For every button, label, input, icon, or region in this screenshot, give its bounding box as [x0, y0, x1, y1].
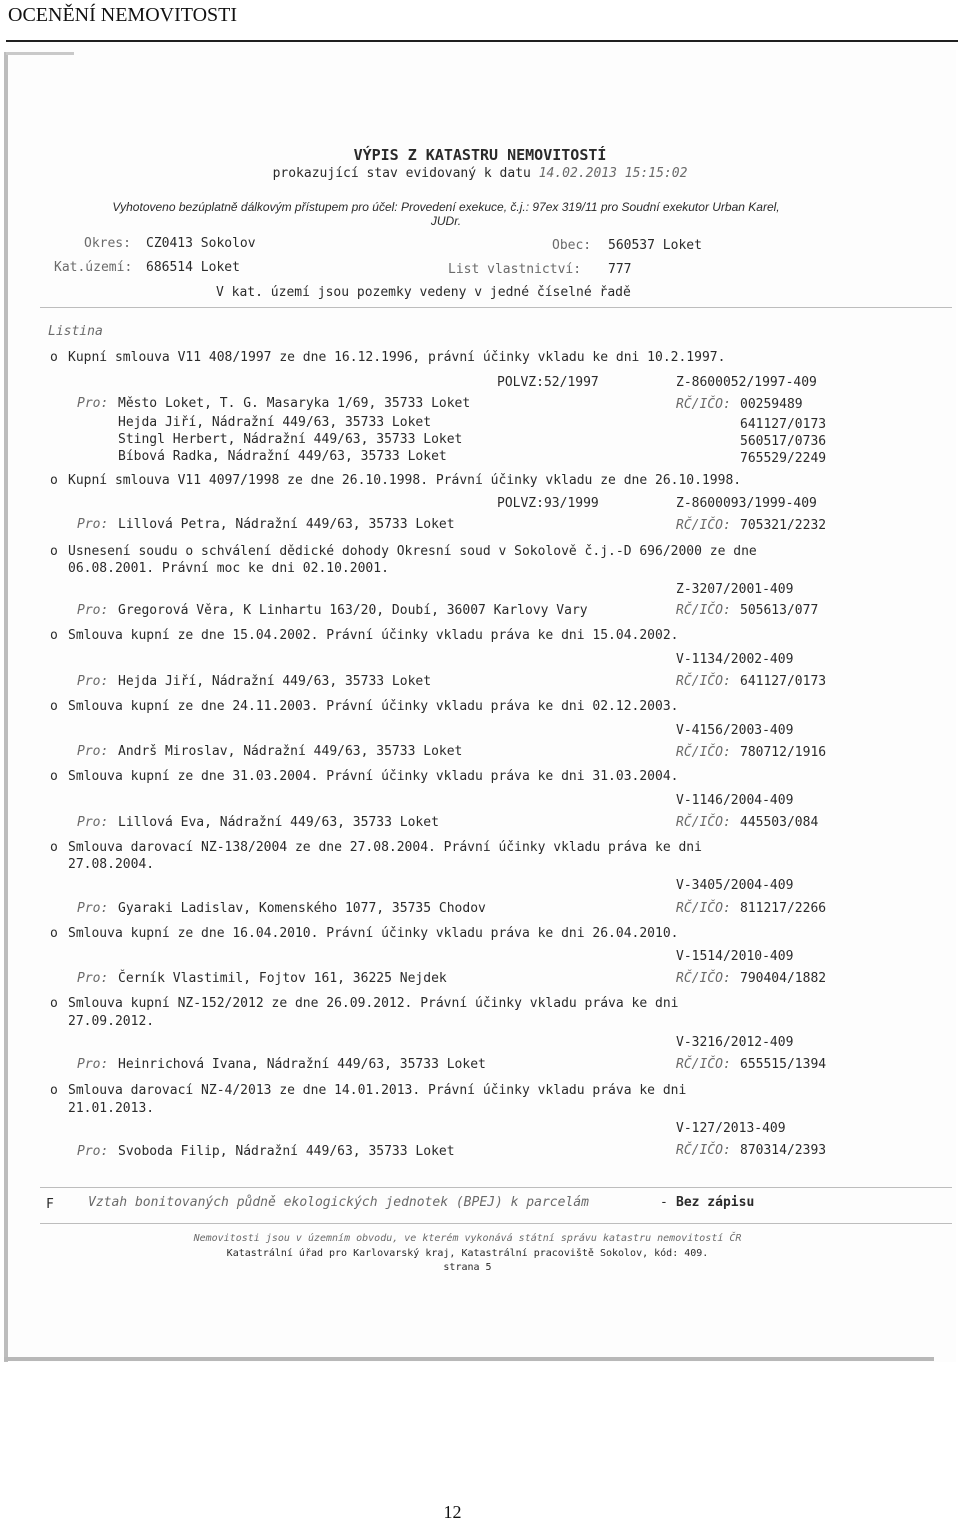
co-owner-rc: 560517/0736 [740, 434, 827, 449]
entry-pro: Gyaraki Ladislav, Komenského 1077, 35735 Chodov [118, 901, 486, 916]
rc-label: RČ/IČO: [676, 745, 731, 760]
footer-line-3: strana 5 [443, 1262, 492, 1273]
entry-text: Smlouva kupní NZ-152/2012 ze dne 26.09.2012. Právní účinky vkladu práva ke dni [68, 996, 679, 1011]
entry-ref: V-3216/2012-409 [676, 1035, 794, 1050]
section-f-text: Vztah bonitovaných půdně ekologických jednotek (BPEJ) k parcelám [88, 1195, 589, 1210]
section-f-rule [40, 1187, 952, 1188]
entry-text: Smlouva kupní ze dne 31.03.2004. Právní účinky vkladu práva ke dni 31.03.2004. [68, 769, 679, 784]
page-header-title: OCENĚNÍ NEMOVITOSTI [8, 4, 238, 26]
entry-ref: Z-8600052/1997-409 [676, 375, 817, 390]
entry-text: Smlouva kupní ze dne 24.11.2003. Právní účinky vkladu práva ke dni 02.12.2003. [68, 699, 679, 714]
listina-heading: Listina [48, 324, 103, 339]
entry-pro: Město Loket, T. G. Masaryka 1/69, 35733 Loket [118, 396, 471, 411]
entry-pro: Heinrichová Ivana, Nádražní 449/63, 35733 Loket [118, 1057, 486, 1072]
co-owner-rc: 765529/2249 [740, 451, 827, 466]
entry-ref: Z-8600093/1999-409 [676, 496, 817, 511]
bullet: o [50, 628, 58, 643]
entry-pro: Andrš Miroslav, Nádražní 449/63, 35733 Loket [118, 744, 463, 759]
footer-rule [40, 1223, 952, 1224]
entry-text: Smlouva kupní ze dne 16.04.2010. Právní účinky vkladu práva ke dni 26.04.2010. [68, 926, 679, 941]
rc-label: RČ/IČO: [676, 518, 731, 533]
entry-ref: V-1134/2002-409 [676, 652, 794, 667]
co-owner-rc: 641127/0173 [740, 417, 827, 432]
entry-rc: 655515/1394 [740, 1057, 827, 1072]
bullet: o [50, 350, 58, 365]
entry-rc: 445503/084 [740, 815, 819, 830]
entry-text-cont: 27.09.2012. [68, 1014, 155, 1029]
entry-rc: 705321/2232 [740, 518, 827, 533]
entry-text: Smlouva darovací NZ-4/2013 ze dne 14.01.2013. Právní účinky vkladu práva ke dni [68, 1083, 687, 1098]
co-owner-name: Bíbová Radka, Nádražní 449/63, 35733 Loket [118, 449, 447, 464]
header-rule [6, 40, 958, 42]
entry-ref: V-3405/2004-409 [676, 878, 794, 893]
entry-rc: 00259489 [740, 397, 803, 412]
entry-text: Smlouva darovací NZ-138/2004 ze dne 27.08.2004. Právní účinky vkladu práva ke dni [68, 840, 702, 855]
purpose-text: Vyhotoveno bezúplatně dálkovým přístupem pro účel: Provedení exekuce, č.j.: 97ex 319/11 pro Soudní exekutor Urban Karel, JUDr. [112, 200, 780, 228]
rc-label: RČ/IČO: [676, 397, 731, 412]
bullet: o [50, 840, 58, 855]
co-owner-name: Stingl Herbert, Nádražní 449/63, 35733 Loket [118, 432, 463, 447]
pro-label: Pro: [77, 1144, 109, 1159]
katuzemi-label: Kat.území: [54, 260, 133, 275]
rc-label: RČ/IČO: [676, 815, 731, 830]
entry-pro: Hejda Jiří, Nádražní 449/63, 35733 Loket [118, 674, 432, 689]
entry-rc: 780712/1916 [740, 745, 827, 760]
section-f-letter: F [46, 1197, 54, 1212]
document-subtitle [0, 166, 960, 181]
entry-rc: 641127/0173 [740, 674, 827, 689]
entry-text-cont: 21.01.2013. [68, 1101, 155, 1116]
entry-ref: Z-3207/2001-409 [676, 582, 794, 597]
pro-label: Pro: [77, 517, 109, 532]
entry-rc: 870314/2393 [740, 1143, 827, 1158]
pro-label: Pro: [77, 815, 109, 830]
katuzemi-value: 686514 Loket [146, 260, 240, 275]
bullet: o [50, 544, 58, 559]
entry-polvz: POLVZ:52/1997 [497, 375, 599, 390]
subtitle-prefix: prokazující stav evidovaný k datu [272, 166, 531, 181]
obec-label: Obec: [552, 238, 592, 253]
section-f-dash: - [660, 1195, 668, 1210]
rc-label: RČ/IČO: [676, 971, 731, 986]
scan-edge-bottom [4, 1357, 934, 1361]
entry-pro: Lillová Eva, Nádražní 449/63, 35733 Loket [118, 815, 439, 830]
bullet: o [50, 1083, 58, 1098]
entry-rc: 811217/2266 [740, 901, 827, 916]
section-f-value: Bez zápisu [676, 1195, 755, 1210]
entry-ref: V-1514/2010-409 [676, 949, 794, 964]
document-title: VÝPIS Z KATASTRU NEMOVITOSTÍ [353, 146, 607, 164]
entry-text-cont: 27.08.2004. [68, 857, 155, 872]
pro-label: Pro: [77, 396, 109, 411]
bullet: o [50, 473, 58, 488]
bullet: o [50, 769, 58, 784]
entry-rc: 790404/1882 [740, 971, 827, 986]
page-number: 12 [443, 1502, 462, 1522]
entry-pro: Lillová Petra, Nádražní 449/63, 35733 Loket [118, 517, 455, 532]
rc-label: RČ/IČO: [676, 603, 731, 618]
pro-label: Pro: [77, 744, 109, 759]
bullet: o [50, 926, 58, 941]
bullet: o [50, 996, 58, 1011]
pro-label: Pro: [77, 674, 109, 689]
rc-label: RČ/IČO: [676, 1057, 731, 1072]
rc-label: RČ/IČO: [676, 1143, 731, 1158]
entry-ref: V-4156/2003-409 [676, 723, 794, 738]
rc-label: RČ/IČO: [676, 674, 731, 689]
entry-text: Kupní smlouva V11 4097/1998 ze dne 26.10.1998. Právní účinky vkladu ze dne 26.10.1998. [68, 473, 742, 488]
entry-text: Usnesení soudu o schválení dědické dohody Okresní soud v Sokolově č.j.-D 696/2000 ze dne [68, 544, 757, 559]
entry-pro: Svoboda Filip, Nádražní 449/63, 35733 Loket [118, 1144, 455, 1159]
lv-label: List vlastnictví: [448, 262, 582, 277]
bullet: o [50, 699, 58, 714]
entry-ref: V-1146/2004-409 [676, 793, 794, 808]
entry-text: Smlouva kupní ze dne 15.04.2002. Právní účinky vkladu práva ke dni 15.04.2002. [68, 628, 679, 643]
footer-line-2: Katastrální úřad pro Karlovarský kraj, Katastrální pracoviště Sokolov, kód: 409. [226, 1248, 709, 1259]
subtitle-date: 14.02.2013 15:15:02 [538, 166, 688, 181]
lv-value: 777 [608, 262, 632, 277]
entry-polvz: POLVZ:93/1999 [497, 496, 599, 511]
info-rule [40, 307, 952, 308]
pro-label: Pro: [77, 1057, 109, 1072]
obec-value: 560537 Loket [608, 238, 702, 253]
entry-text-cont: 06.08.2001. Právní moc ke dni 02.10.2001. [68, 561, 389, 576]
rc-label: RČ/IČO: [676, 901, 731, 916]
entry-ref: V-127/2013-409 [676, 1121, 786, 1136]
okres-label: Okres: [84, 236, 131, 251]
pro-label: Pro: [77, 901, 109, 916]
entry-rc: 505613/077 [740, 603, 819, 618]
pro-label: Pro: [77, 971, 109, 986]
entry-pro: Černík Vlastimil, Fojtov 161, 36225 Nejdek [118, 971, 447, 986]
entry-pro: Gregorová Věra, K Linhartu 163/20, Doubí, 36007 Karlovy Vary [118, 603, 588, 618]
entry-text: Kupní smlouva V11 408/1997 ze dne 16.12.1996, právní účinky vkladu ke dni 10.2.1997. [68, 350, 726, 365]
okres-value: CZ0413 Sokolov [146, 236, 256, 251]
footer-line-1: Nemovitosti jsou v územním obvodu, ve kterém vykonává státní správu katastru nemovitostí ČR [193, 1233, 742, 1244]
co-owner-name: Hejda Jiří, Nádražní 449/63, 35733 Loket [118, 415, 432, 430]
pro-label: Pro: [77, 603, 109, 618]
numbering-note: V kat. území jsou pozemky vedeny v jedné číselné řadě [216, 285, 631, 300]
